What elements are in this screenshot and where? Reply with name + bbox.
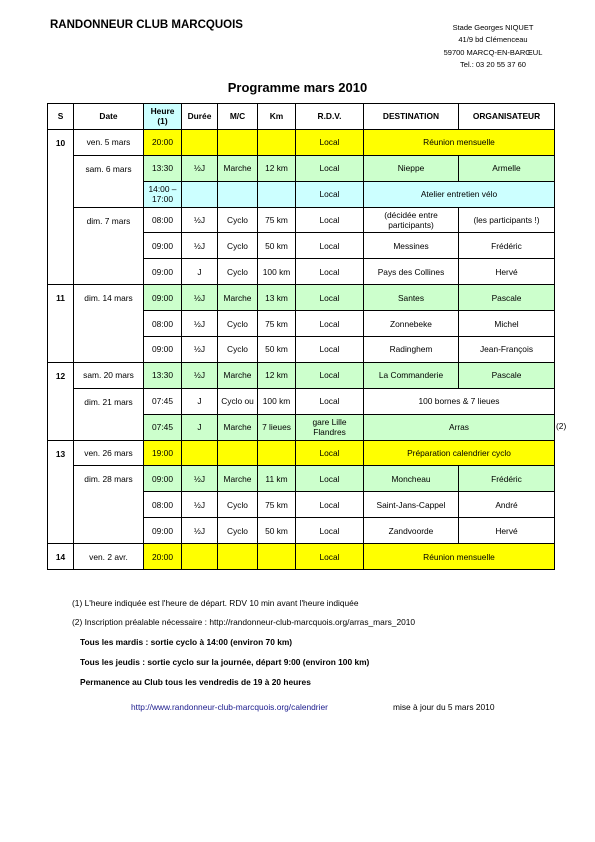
destination-cell: Réunion mensuelle xyxy=(364,544,555,570)
heure-cell: 07:45 xyxy=(144,414,182,440)
destination-cell: Radinghem xyxy=(364,337,459,363)
duree-cell: J xyxy=(182,414,218,440)
duree-cell: ½J xyxy=(182,492,218,518)
table-row xyxy=(48,544,555,570)
destination-cell: La Commanderie xyxy=(364,362,459,388)
mc-cell: Cyclo xyxy=(218,337,258,363)
rdv-cell: Local xyxy=(296,388,364,414)
organisateur-cell: Frédéric xyxy=(459,233,555,259)
mc-cell: Cyclo xyxy=(218,311,258,337)
rdv-cell: Local xyxy=(296,544,364,570)
organisateur-cell: Pascale xyxy=(459,285,555,311)
duree-cell: J xyxy=(182,259,218,285)
destination-cell: (décidée entre participants) xyxy=(364,207,459,233)
heure-cell: 08:00 xyxy=(144,311,182,337)
organisateur-cell: Frédéric xyxy=(459,466,555,492)
rdv-cell: Local xyxy=(296,492,364,518)
date-cell: dim. 7 mars xyxy=(74,207,144,285)
km-cell xyxy=(258,440,296,466)
duree-cell: ½J xyxy=(182,337,218,363)
heure-cell: 08:00 xyxy=(144,492,182,518)
km-cell: 100 km xyxy=(258,259,296,285)
organisateur-cell: Jean-François xyxy=(459,337,555,363)
mc-cell: Cyclo xyxy=(218,492,258,518)
header-s: S xyxy=(48,104,74,130)
table-row xyxy=(48,129,555,155)
duree-cell: J xyxy=(182,388,218,414)
footnote-marker: (2) xyxy=(556,421,567,431)
footnote-2: (2) Inscription préalable nécessaire : http://randonneur-club-marcquois.org/arras_mars_2010 xyxy=(72,617,416,627)
destination-cell: Zandvoorde xyxy=(364,518,459,544)
heure-cell: 09:00 xyxy=(144,466,182,492)
heure-cell: 14:00 – 17:00 xyxy=(144,181,182,207)
heure-cell: 09:00 xyxy=(144,285,182,311)
duree-cell: ½J xyxy=(182,518,218,544)
table-row xyxy=(48,388,555,414)
km-cell: 100 km xyxy=(258,388,296,414)
address-line: Tel.: 03 20 55 37 60 xyxy=(460,59,526,69)
duree-cell: ½J xyxy=(182,311,218,337)
date-cell: ven. 5 mars xyxy=(74,129,144,155)
header-mc: M/C xyxy=(218,104,258,130)
date-cell: ven. 2 avr. xyxy=(74,544,144,570)
heure-cell: 09:00 xyxy=(144,337,182,363)
address-line: 41/9 bd Clémenceau xyxy=(458,35,528,45)
destination-cell: Préparation calendrier cyclo xyxy=(364,440,555,466)
km-cell xyxy=(258,181,296,207)
rdv-cell: Local xyxy=(296,466,364,492)
destination-cell: Moncheau xyxy=(364,466,459,492)
organisateur-cell: Armelle xyxy=(459,155,555,181)
duree-cell: ½J xyxy=(182,233,218,259)
heure-cell: 08:00 xyxy=(144,207,182,233)
header-rdv: R.D.V. xyxy=(296,104,364,130)
date-cell: dim. 28 mars xyxy=(74,466,144,544)
mc-cell: Cyclo xyxy=(218,233,258,259)
duree-cell: ½J xyxy=(182,207,218,233)
mc-cell: Cyclo xyxy=(218,207,258,233)
destination-cell: Saint-Jans-Cappel xyxy=(364,492,459,518)
rdv-cell: gare Lille Flandres xyxy=(296,414,364,440)
heure-cell: 13:30 xyxy=(144,362,182,388)
heure-cell: 09:00 xyxy=(144,518,182,544)
rdv-cell: Local xyxy=(296,518,364,544)
week-number: 14 xyxy=(48,544,74,570)
schedule-table xyxy=(47,103,555,570)
header-km: Km xyxy=(258,104,296,130)
duree-cell: ½J xyxy=(182,155,218,181)
km-cell: 12 km xyxy=(258,362,296,388)
km-cell: 13 km xyxy=(258,285,296,311)
organisateur-cell: (les participants !) xyxy=(459,207,555,233)
duree-cell xyxy=(182,181,218,207)
organisateur-cell: Hervé xyxy=(459,518,555,544)
mc-cell: Cyclo xyxy=(218,259,258,285)
club-address xyxy=(430,22,556,71)
update-date: mise à jour du 5 mars 2010 xyxy=(393,702,495,712)
organisateur-cell: Pascale xyxy=(459,362,555,388)
header-organisateur: ORGANISATEUR xyxy=(459,104,555,130)
heure-cell: 09:00 xyxy=(144,233,182,259)
date-cell: ven. 26 mars xyxy=(74,440,144,466)
page-title: Programme mars 2010 xyxy=(227,80,368,95)
destination-cell: Pays des Collines xyxy=(364,259,459,285)
mc-cell: Marche xyxy=(218,285,258,311)
rdv-cell: Local xyxy=(296,311,364,337)
table-row xyxy=(48,285,555,311)
duree-cell xyxy=(182,544,218,570)
destination-cell: Messines xyxy=(364,233,459,259)
rdv-cell: Local xyxy=(296,337,364,363)
duree-cell: ½J xyxy=(182,362,218,388)
address-line: Stade Georges NIQUET xyxy=(452,23,534,32)
heure-cell: 20:00 xyxy=(144,129,182,155)
rdv-cell: Local xyxy=(296,181,364,207)
rdv-cell: Local xyxy=(296,233,364,259)
date-cell: sam. 6 mars xyxy=(74,155,144,207)
km-cell: 75 km xyxy=(258,492,296,518)
organisateur-cell: Hervé xyxy=(459,259,555,285)
duree-cell: ½J xyxy=(182,285,218,311)
table-row xyxy=(48,466,555,492)
heure-cell: 07:45 xyxy=(144,388,182,414)
week-number: 10 xyxy=(48,129,74,284)
duree-cell xyxy=(182,129,218,155)
table-row xyxy=(48,207,555,233)
rdv-cell: Local xyxy=(296,207,364,233)
mc-cell: Marche xyxy=(218,155,258,181)
km-cell xyxy=(258,544,296,570)
header-heure: Heure (1) xyxy=(144,104,182,130)
destination-cell: Santes xyxy=(364,285,459,311)
mc-cell xyxy=(218,440,258,466)
km-cell xyxy=(258,129,296,155)
destination-cell: Arras xyxy=(364,414,555,440)
address-line: 59700 MARCQ-EN-BARŒUL xyxy=(443,47,543,57)
destination-cell: Atelier entretien vélo xyxy=(364,181,555,207)
organisateur-cell: André xyxy=(459,492,555,518)
mc-cell xyxy=(218,181,258,207)
heure-cell: 13:30 xyxy=(144,155,182,181)
duree-cell: ½J xyxy=(182,466,218,492)
rdv-cell: Local xyxy=(296,285,364,311)
table-header-row xyxy=(48,104,555,130)
calendar-link[interactable]: http://www.randonneur-club-marcquois.org/calendrier xyxy=(131,702,328,712)
note-permanence: Permanence au Club tous les vendredis de 19 à 20 heures xyxy=(80,677,311,687)
mc-cell: Marche xyxy=(218,362,258,388)
header-date: Date xyxy=(74,104,144,130)
mc-cell xyxy=(218,129,258,155)
mc-cell: Cyclo ou xyxy=(218,388,258,414)
footnote-1: (1) L'heure indiquée est l'heure de départ. RDV 10 min avant l'heure indiquée xyxy=(72,598,359,608)
note-thursdays: Tous les jeudis : sortie cyclo sur la journée, départ 9:00 (environ 100 km) xyxy=(80,657,370,667)
club-name: RANDONNEUR CLUB MARCQUOIS xyxy=(50,19,243,31)
table-row xyxy=(48,362,555,388)
table-row xyxy=(48,155,555,181)
header-destination: DESTINATION xyxy=(364,104,459,130)
heure-cell: 09:00 xyxy=(144,259,182,285)
destination-cell: Nieppe xyxy=(364,155,459,181)
km-cell: 12 km xyxy=(258,155,296,181)
heure-cell: 19:00 xyxy=(144,440,182,466)
km-cell: 75 km xyxy=(258,311,296,337)
header-duree: Durée xyxy=(182,104,218,130)
km-cell: 11 km xyxy=(258,466,296,492)
destination-cell: Zonnebeke xyxy=(364,311,459,337)
week-number: 13 xyxy=(48,440,74,544)
duree-cell xyxy=(182,440,218,466)
rdv-cell: Local xyxy=(296,259,364,285)
date-cell: sam. 20 mars xyxy=(74,362,144,388)
destination-cell: Réunion mensuelle xyxy=(364,129,555,155)
mc-cell xyxy=(218,544,258,570)
organisateur-cell: Michel xyxy=(459,311,555,337)
mc-cell: Cyclo xyxy=(218,518,258,544)
mc-cell: Marche xyxy=(218,414,258,440)
heure-cell: 20:00 xyxy=(144,544,182,570)
rdv-cell: Local xyxy=(296,362,364,388)
note-tuesdays: Tous les mardis : sortie cyclo à 14:00 (environ 70 km) xyxy=(80,637,293,647)
destination-cell: 100 bornes & 7 lieues xyxy=(364,388,555,414)
mc-cell: Marche xyxy=(218,466,258,492)
table-row xyxy=(48,440,555,466)
km-cell: 75 km xyxy=(258,207,296,233)
date-cell: dim. 21 mars xyxy=(74,388,144,440)
rdv-cell: Local xyxy=(296,440,364,466)
date-cell: dim. 14 mars xyxy=(74,285,144,363)
km-cell: 50 km xyxy=(258,337,296,363)
rdv-cell: Local xyxy=(296,155,364,181)
week-number: 11 xyxy=(48,285,74,363)
km-cell: 50 km xyxy=(258,518,296,544)
km-cell: 7 lieues xyxy=(258,414,296,440)
rdv-cell: Local xyxy=(296,129,364,155)
week-number: 12 xyxy=(48,362,74,440)
km-cell: 50 km xyxy=(258,233,296,259)
